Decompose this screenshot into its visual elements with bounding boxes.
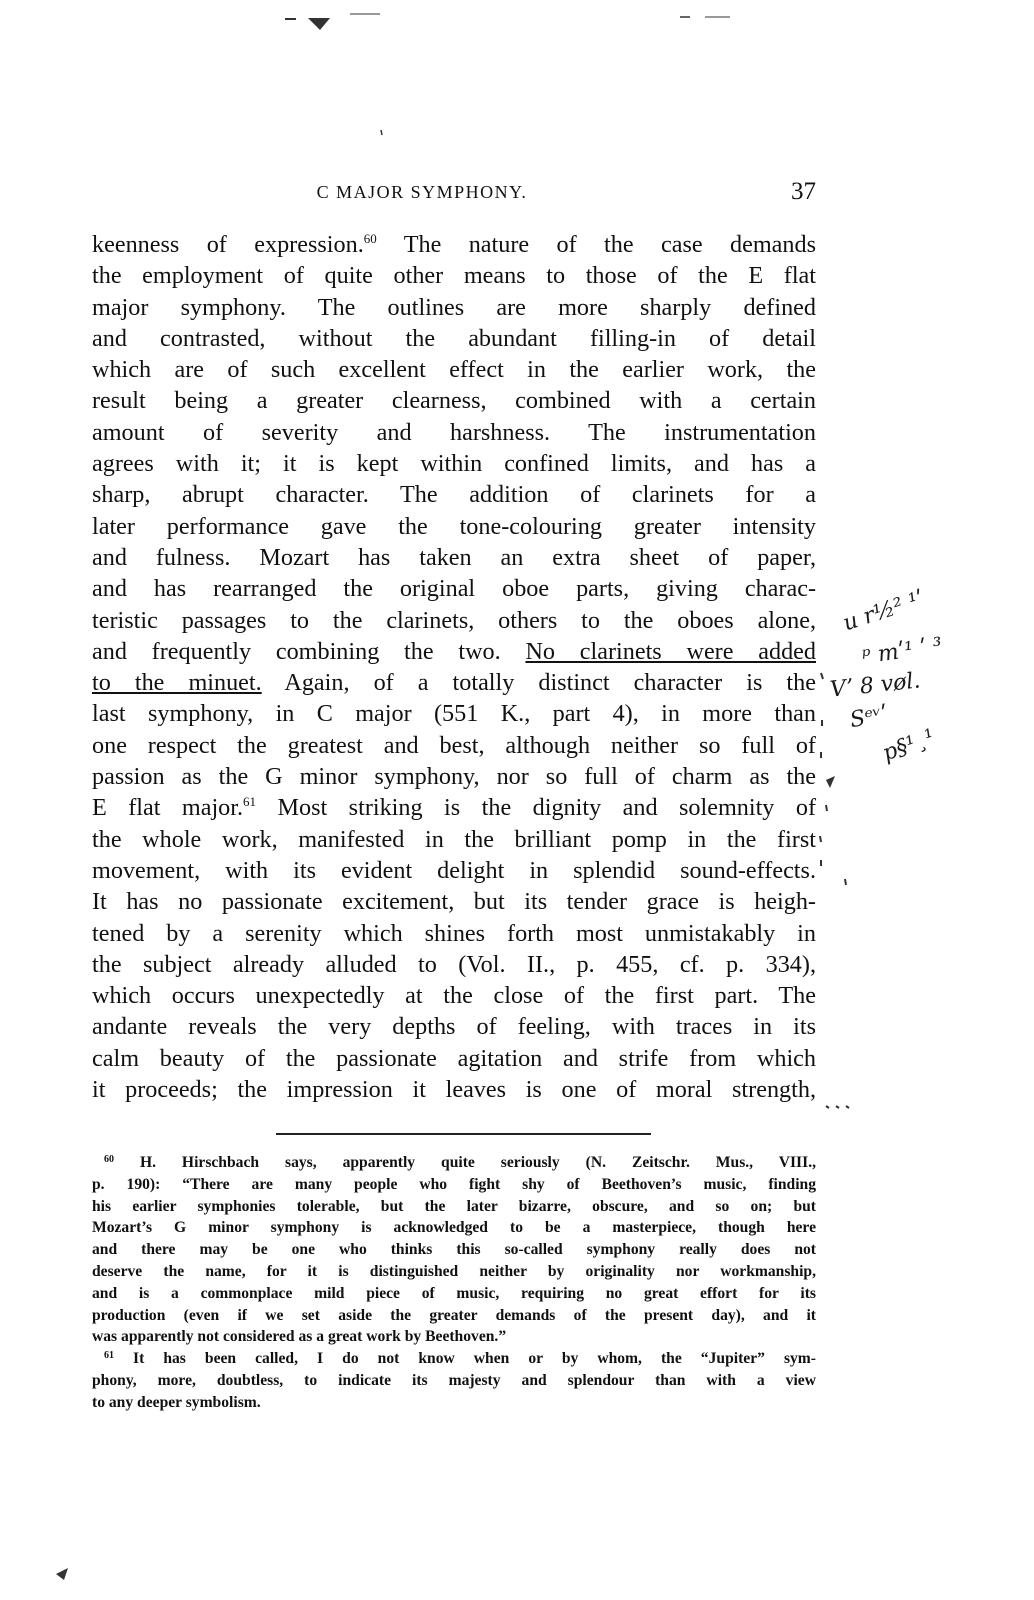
text-line: it proceeds; the impression it leaves is one of moral strength,: [92, 1076, 816, 1104]
text-line: and has rearranged the original oboe parts, giving charac-: [92, 575, 816, 603]
text-line: to the minuet. Again, of a totally distinct character is the: [92, 669, 816, 697]
text-line: result being a greater clearness, combined with a certain: [92, 387, 816, 415]
text-line: keenness of expression.$^{60}$ The nature of the case demands: [92, 231, 816, 258]
text-line: passion as the G minor symphony, nor so full of charm as the: [92, 763, 816, 791]
margin-note: Sᵉᵛʹ: [848, 701, 890, 734]
footnote-60-line: was apparently not considered as a great work by Beethoven.”: [92, 1328, 507, 1346]
footnote-rule: [276, 1133, 651, 1135]
footnote-61-line: to any deeper symbolism.: [92, 1393, 261, 1411]
footnote-60-number: 60: [104, 1154, 114, 1165]
text-line: sharp, abrupt character. The addition of clarinets for a: [92, 481, 816, 509]
page-number: 37: [791, 178, 816, 205]
footnote-60-line: p. 190): “There are many people who fight shy of Beethoven’s music, finding: [92, 1175, 816, 1193]
footnote-60-line: Mozart’s G minor symphony is acknowledged to be a masterpiece, though here: [92, 1219, 816, 1237]
footnote-60-line: production (even if we set aside the greater demands of the present day), and it: [92, 1306, 816, 1324]
text-line: calm beauty of the passionate agitation and strife from which: [92, 1044, 816, 1072]
text-line: and fulness. Mozart has taken an extra sheet of paper,: [92, 543, 816, 571]
footnote-60-line: $^{60}$ H. Hirschbach says, apparently quite seriously (N. Zeitschr. Mus., VIII.,: [104, 1154, 816, 1171]
footnote-ref-61[interactable]: 61: [243, 794, 257, 810]
text-line: which occurs unexpectedly at the close of the first part. The: [92, 982, 816, 1010]
top-mark: [308, 18, 330, 30]
running-title: C MAJOR SYMPHONY.: [316, 182, 528, 202]
text-line: and frequently combining the two. No clarinets were added: [92, 637, 816, 665]
body-text: [92, 229, 816, 1105]
speck-1: [381, 130, 382, 135]
text-line: the subject already alluded to (Vol. II., p. 455, cf. p. 334),: [92, 950, 816, 978]
margin-note: p§¹¸¹: [879, 724, 939, 767]
text-line: It has no passionate excitement, but its tender grace is heigh-: [92, 888, 816, 916]
footnote-ref-60[interactable]: 60: [363, 231, 377, 246]
underlined-phrase: No clarinets were added: [525, 637, 816, 665]
footnote-61-line: phony, more, doubtless, to indicate its majesty and splendour than with a view: [92, 1371, 816, 1389]
text-line: which are of such excellent effect in the earlier work, the: [92, 356, 816, 384]
text-line: major symphony. The outlines are more sharply defined: [92, 293, 816, 321]
running-head: [92, 178, 816, 212]
footnotes: [92, 1152, 816, 1414]
handwritten-margin-notes: [826, 585, 1026, 1145]
footnote-61-line: $^{61}$ It has been called, I do not know when or by whom, the “Jupiter” sym-: [104, 1350, 816, 1368]
footnote-60-line: deserve the name, for it is distinguished neither by originality nor workmanship,: [92, 1262, 816, 1280]
text-line: one respect the greatest and best, although neither so full of: [92, 731, 816, 759]
text-line: tened by a serenity which shines forth most unmistakably in: [92, 919, 816, 947]
text-line: the whole work, manifested in the brilliant pomp in the first: [92, 825, 816, 853]
text-line: and contrasted, without the abundant filling-in of detail: [92, 324, 816, 352]
text-line: amount of severity and harshness. The instrumentation: [92, 418, 816, 446]
text-line: andante reveals the very depths of feeling, with traces in its: [92, 1013, 816, 1041]
text-line: the employment of quite other means to those of the E flat: [92, 262, 816, 290]
margin-note: ᵖ mʹ¹ ʹ ³: [860, 633, 944, 670]
footnote-60-line: and there may be one who thinks this so-called symphony really does not: [92, 1241, 816, 1259]
underlined-phrase: to the minuet.: [92, 669, 262, 697]
text-line: later performance gave the tone-colouring greater intensity: [92, 512, 816, 540]
margin-note: Vʼ 8 vøl.: [828, 668, 922, 703]
text-line: movement, with its evident delight in splendid sound-effects.: [92, 856, 816, 884]
bottom-mark: [56, 1568, 68, 1580]
margin-note: u r½² ¹ʹ: [840, 586, 928, 637]
text-line: last symphony, in C major (551 K., part 4), in more than: [92, 700, 816, 728]
text-line: teristic passages to the clarinets, others to the oboes alone,: [92, 606, 816, 634]
footnote-61-number: 61: [104, 1350, 114, 1362]
text-line: E flat major.$^{61}$ Most striking is the dignity and solemnity of: [92, 794, 816, 822]
footnote-60-line: and is a commonplace mild piece of music, requiring no great effort for its: [92, 1284, 816, 1302]
text-line: agrees with it; it is kept within confined limits, and has a: [92, 450, 816, 478]
footnote-60-line: his earlier symphonies tolerable, but the later bizarre, obscure, and so on; but: [92, 1197, 816, 1215]
